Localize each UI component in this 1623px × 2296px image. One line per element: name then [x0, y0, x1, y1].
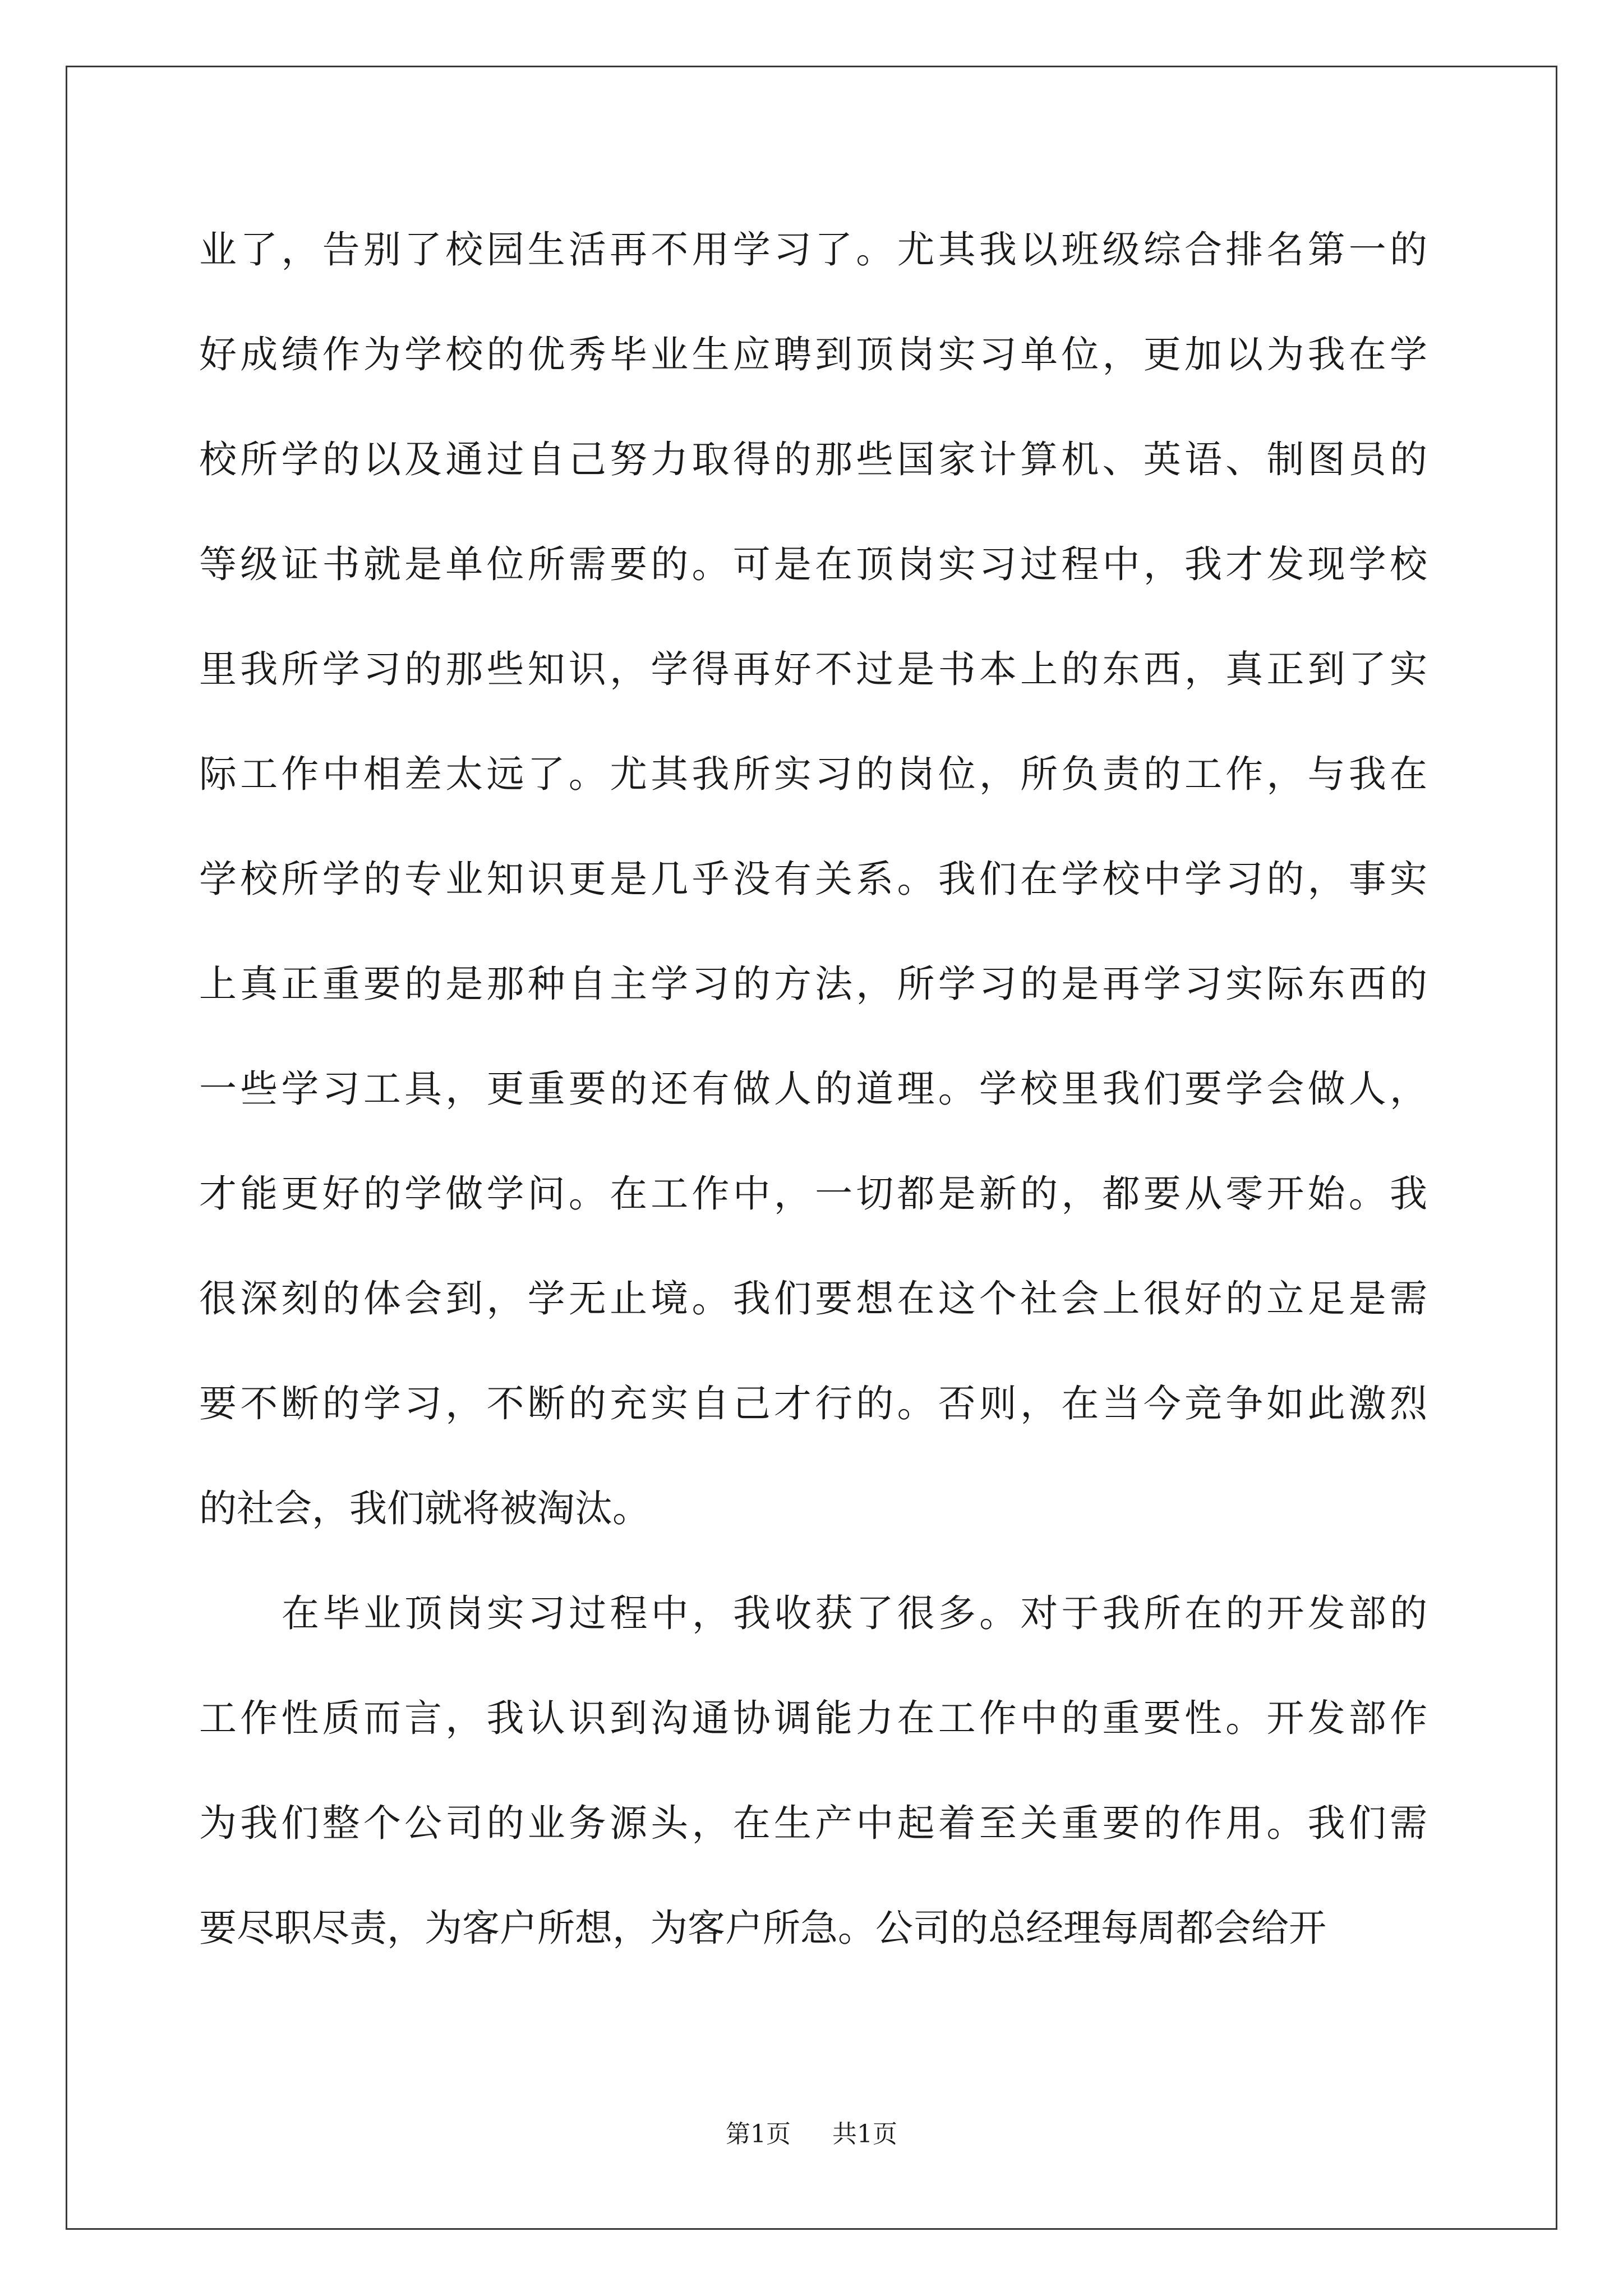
text-line: 工作性质而言，我认识到沟通协调能力在工作中的重要性。开发部作 — [199, 1696, 1427, 1740]
document-body — [199, 222, 1427, 2005]
text-line: 等级证书就是单位所需要的。可是在顶岗实习过程中，我才发现学校 — [199, 542, 1427, 586]
text-line: 要不断的学习，不断的充实自己才行的。否则，在当今竞争如此激烈 — [199, 1382, 1427, 1425]
text-line: 里我所学习的那些知识，学得再好不过是书本上的东西，真正到了实 — [199, 647, 1427, 691]
text-line: 业了，告别了校园生活再不用学习了。尤其我以班级综合排名第一的 — [199, 228, 1427, 272]
text-line: 才能更好的学做学问。在工作中，一切都是新的，都要从零开始。我 — [199, 1172, 1427, 1216]
text-line: 好成绩作为学校的优秀毕业生应聘到顶岗实习单位，更加以为我在学 — [199, 333, 1427, 376]
text-line: 际工作中相差太远了。尤其我所实习的岗位，所负责的工作，与我在 — [199, 752, 1427, 796]
text-line: 要尽职尽责，为客户所想，为客户所急。公司的总经理每周都会给开 — [199, 1906, 1326, 1950]
text-line: 一些学习工具，更重要的还有做人的道理。学校里我们要学会做人， — [199, 1067, 1427, 1111]
paragraph — [199, 222, 1427, 1585]
page-footer — [0, 2118, 1623, 2151]
text-line: 为我们整个公司的业务源头，在生产中起着至关重要的作用。我们需 — [199, 1801, 1427, 1845]
paragraph — [199, 1585, 1427, 2005]
text-line: 校所学的以及通过自己努力取得的那些国家计算机、英语、制图员的 — [199, 438, 1427, 481]
page-number-total: 共1页 — [832, 2120, 897, 2148]
page-number-current: 第1页 — [726, 2120, 791, 2148]
text-line: 在毕业顶岗实习过程中，我收获了很多。对于我所在的开发部的 — [282, 1591, 1427, 1635]
text-line: 上真正重要的是那种自主学习的方法，所学习的是再学习实际东西的 — [199, 962, 1427, 1006]
text-line: 的社会，我们就将被淘汰。 — [199, 1487, 650, 1530]
text-line: 学校所学的专业知识更是几乎没有关系。我们在学校中学习的，事实 — [199, 857, 1427, 901]
text-line: 很深刻的体会到，学无止境。我们要想在这个社会上很好的立足是需 — [199, 1277, 1427, 1320]
